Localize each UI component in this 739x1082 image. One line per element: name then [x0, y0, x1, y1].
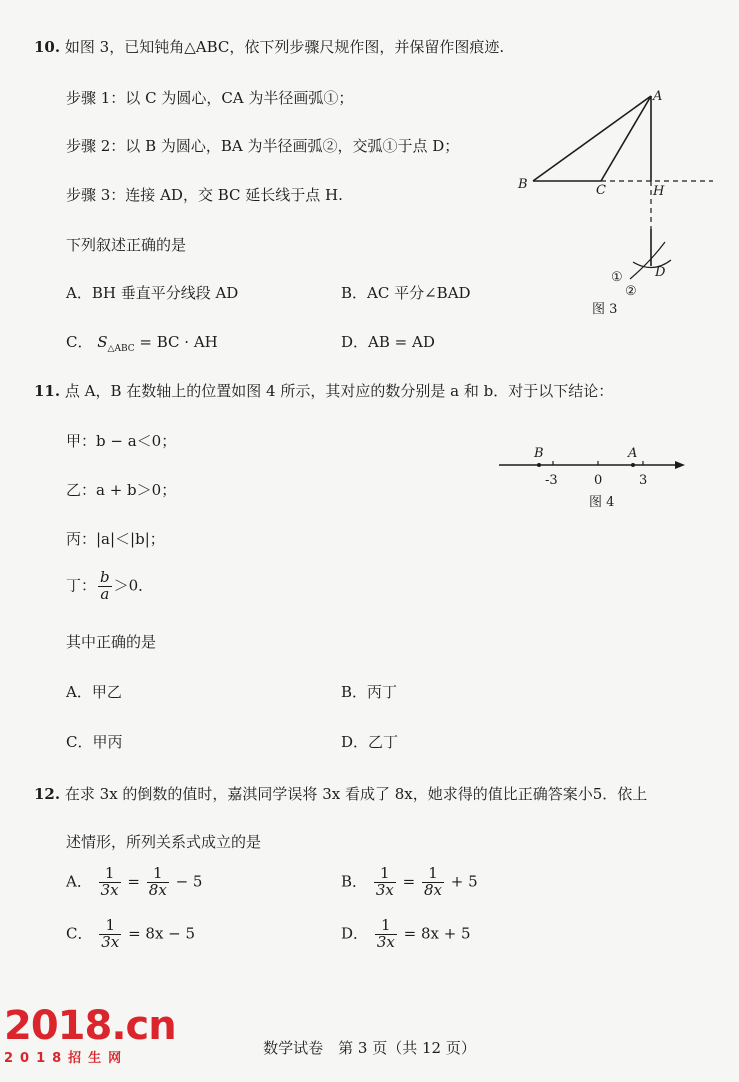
frac-denominator: 8x	[148, 880, 167, 899]
label-point-a: A	[628, 446, 638, 461]
q11-ding-denominator: a	[100, 584, 110, 603]
label-d: D	[655, 265, 666, 280]
q11-ding-rest: ＞0．	[113, 576, 154, 595]
segment-ca	[601, 96, 651, 181]
q12-number: 12.	[34, 785, 61, 803]
q10-option-b[interactable]: B．AC 平分∠BAD	[341, 284, 471, 302]
q10-option-d[interactable]: D．AB = AD	[341, 333, 435, 351]
q11-stem: 点 A，B 在数轴上的位置如图 4 所示，其对应的数分别是 a 和 b．对于以下结论：	[64, 382, 614, 400]
figure-4-caption: 图 4	[589, 495, 615, 510]
q10-prompt: 下列叙述正确的是	[66, 236, 187, 254]
tick-label-neg3: -3	[545, 473, 558, 488]
point-b	[537, 463, 541, 467]
label-point-b: B	[534, 446, 544, 461]
figure-3-caption: 图 3	[592, 302, 618, 317]
q10-option-c-s: S	[97, 333, 108, 351]
q12-stem-1: 在求 3x 的倒数的值时，嘉淇同学误将 3x 看成了 8x，她求得的值比正确答案小5．依上	[64, 785, 648, 803]
frac-numerator: 1	[375, 918, 397, 935]
q11-option-b[interactable]: B．丙丁	[341, 683, 398, 701]
watermark-logo	[4, 1003, 176, 1066]
q11-prompt: 其中正确的是	[66, 633, 157, 651]
q10-step-1: 步骤 1：以 C 为圆心，CA 为半径画弧①；	[66, 89, 354, 107]
q10-option-c-formula: = BC · AH	[139, 333, 218, 351]
q11-option-c[interactable]: C．甲丙	[66, 733, 123, 751]
label-a: A	[653, 89, 663, 104]
figure-4-number-line	[495, 440, 695, 515]
label-b: B	[518, 177, 528, 192]
q10-number: 10.	[34, 38, 61, 56]
figure-3	[505, 84, 725, 324]
q11-ding-label: 丁：	[66, 576, 97, 595]
q10-option-c-label: C．	[66, 333, 93, 351]
q11-ding-numerator: b	[100, 568, 110, 586]
frac-numerator: 1	[147, 866, 169, 883]
tick-label-3: 3	[639, 473, 648, 488]
q12-option-d-tail: = 8x + 5	[403, 924, 471, 943]
frac-denominator: 3x	[101, 932, 120, 951]
q10-option-a[interactable]: A．BH 垂直平分线段 AD	[66, 284, 239, 302]
equals-sign: =	[402, 872, 416, 891]
frac-denominator: 3x	[376, 932, 395, 951]
q12-option-a[interactable]	[66, 866, 202, 899]
q11-option-d[interactable]: D．乙丁	[341, 733, 399, 751]
q12-option-b-tail: + 5	[450, 872, 478, 891]
q12-option-a-tail: − 5	[175, 872, 203, 891]
segment-ba	[533, 96, 651, 181]
q12-option-a-label: A．	[66, 872, 92, 891]
q10-stem: 如图 3，已知钝角△ABC，依下列步骤尺规作图，并保留作图痕迹.	[64, 38, 505, 56]
label-arc-1: ①	[611, 270, 623, 285]
q12-option-d-label: D．	[341, 924, 369, 943]
q10-stem-line	[34, 38, 504, 56]
number-line-arrow-icon	[675, 461, 685, 469]
q10-step-2: 步骤 2：以 B 为圆心，BA 为半径画弧②，交弧①于点 D；	[66, 137, 460, 155]
q11-statement-yi: 乙：a + b＞0；	[66, 481, 177, 499]
q11-option-a[interactable]: A．甲乙	[66, 683, 122, 701]
frac-denominator: 3x	[375, 880, 394, 899]
q12-stem-line-1	[34, 785, 647, 803]
frac-numerator: 1	[374, 866, 396, 883]
frac-denominator: 3x	[100, 880, 119, 899]
q12-option-d[interactable]	[341, 918, 471, 951]
label-c: C	[596, 183, 606, 198]
q12-option-b[interactable]	[341, 866, 478, 899]
q11-stem-line	[34, 382, 613, 400]
q12-option-c-label: C．	[66, 924, 93, 943]
q12-option-b-label: B．	[341, 872, 368, 891]
q11-statement-jia: 甲：b − a＜0；	[66, 432, 177, 450]
watermark-small: 2018招生网	[4, 1051, 129, 1066]
q10-option-c[interactable]	[66, 333, 218, 355]
q10-step-3: 步骤 3：连接 AD，交 BC 延长线于点 H.	[66, 186, 343, 204]
q11-statement-ding	[66, 570, 153, 603]
tick-label-0: 0	[594, 473, 603, 488]
q11-number: 11.	[34, 382, 61, 400]
frac-numerator: 1	[99, 918, 121, 935]
watermark-big: 2018.cn	[4, 1003, 176, 1049]
frac-numerator: 1	[99, 866, 121, 883]
page-footer: 数学试卷 第 3 页（共 12 页）	[263, 1039, 476, 1057]
q11-statement-bing: 丙：|a|＜|b|；	[66, 530, 165, 548]
q12-option-c-tail: = 8x − 5	[128, 924, 196, 943]
q12-stem-line-2: 述情形，所列关系式成立的是	[66, 833, 262, 851]
point-a	[631, 463, 635, 467]
q12-option-c[interactable]	[66, 918, 195, 951]
label-h: H	[653, 184, 665, 199]
frac-denominator: 8x	[423, 880, 442, 899]
q10-option-c-sub: △ABC	[107, 344, 135, 354]
frac-numerator: 1	[422, 866, 444, 883]
equals-sign: =	[127, 872, 140, 891]
label-arc-2: ②	[625, 284, 637, 299]
